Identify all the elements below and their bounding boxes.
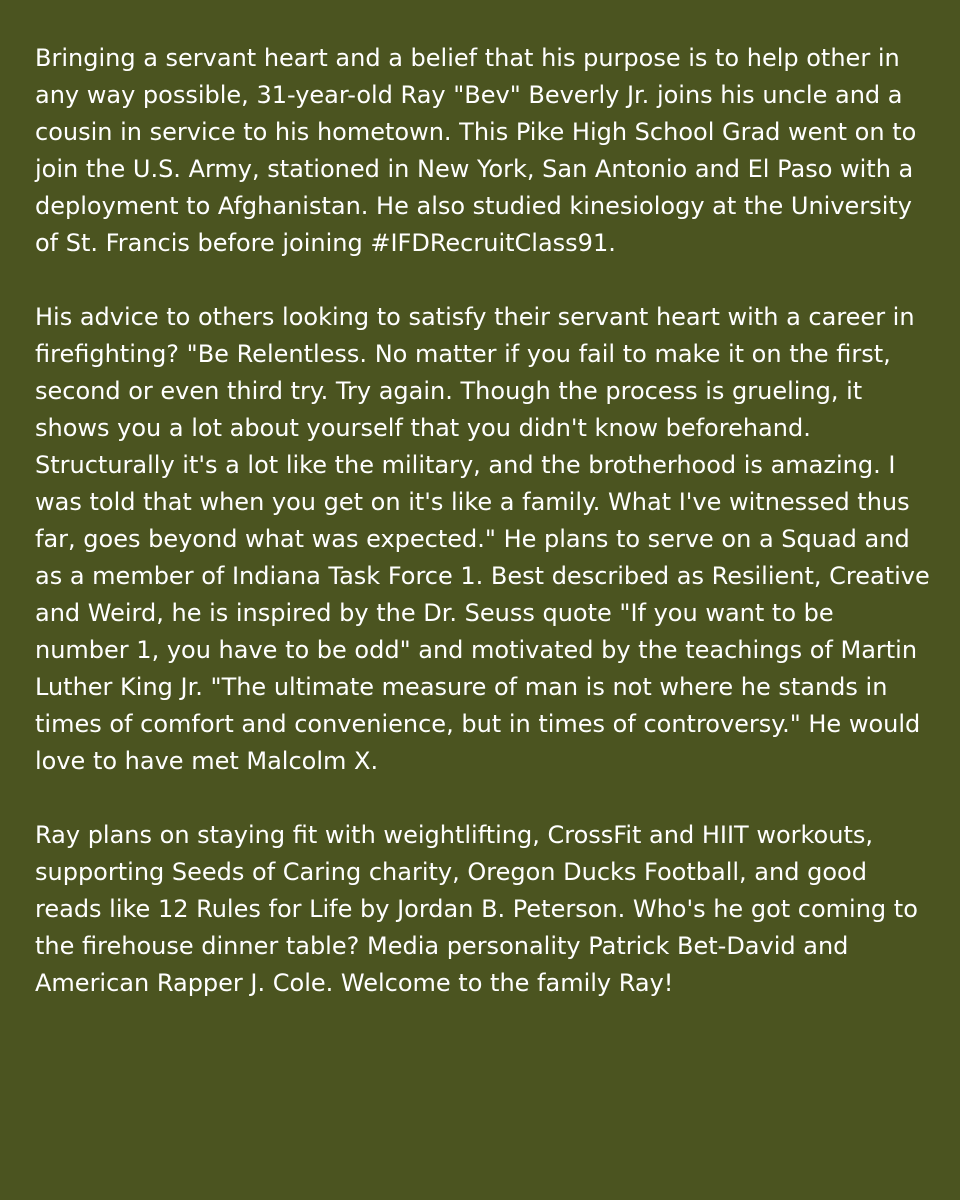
paragraph-interests: Ray plans on staying fit with weightlifting, CrossFit and HIIT workouts, supporting Seeds of Caring charity, Oregon Ducks Football, and good reads like 12 Rules for Life by Jordan B. Peterson. Who's he got coming to the firehouse dinner table? Media personality Patrick Bet-David and American Rapper J. Cole. Welcome to the family Ray! xyxy=(35,821,918,997)
paragraph-background: Bringing a servant heart and a belief that his purpose is to help other in any way possible, 31-year-old Ray "Bev" Beverly Jr. joins his uncle and a cousin in service to his hometown. This Pike High School Grad went on to join the U.S. Army, stationed in New York, San Antonio and El Paso with a deployment to Afghanistan. He also studied kinesiology at the University of St. Francis before joining #IFDRecruitClass91. xyxy=(35,44,917,257)
paragraph-advice: His advice to others looking to satisfy their servant heart with a career in firefighting? "Be Relentless. No matter if you fail to make it on the first, second or even third try. Try again. Though the process is grueling, it shows you a lot about yourself that you didn't know beforehand. Structurally it's a lot like the military, and the brotherhood is amazing. I was told that when you get on it's like a family. What I've witnessed thus far, goes beyond what was expected." He plans to serve on a Squad and as a member of Indiana Task Force 1. Best described as Resilient, Creative and Weird, he is inspired by the Dr. Seuss quote "If you want to be number 1, you have to be odd" and motivated by the teachings of Martin Luther King Jr. "The ultimate measure of man is not where he stands in times of comfort and convenience, but in times of controversy." He would love to have met Malcolm X. xyxy=(35,303,930,775)
